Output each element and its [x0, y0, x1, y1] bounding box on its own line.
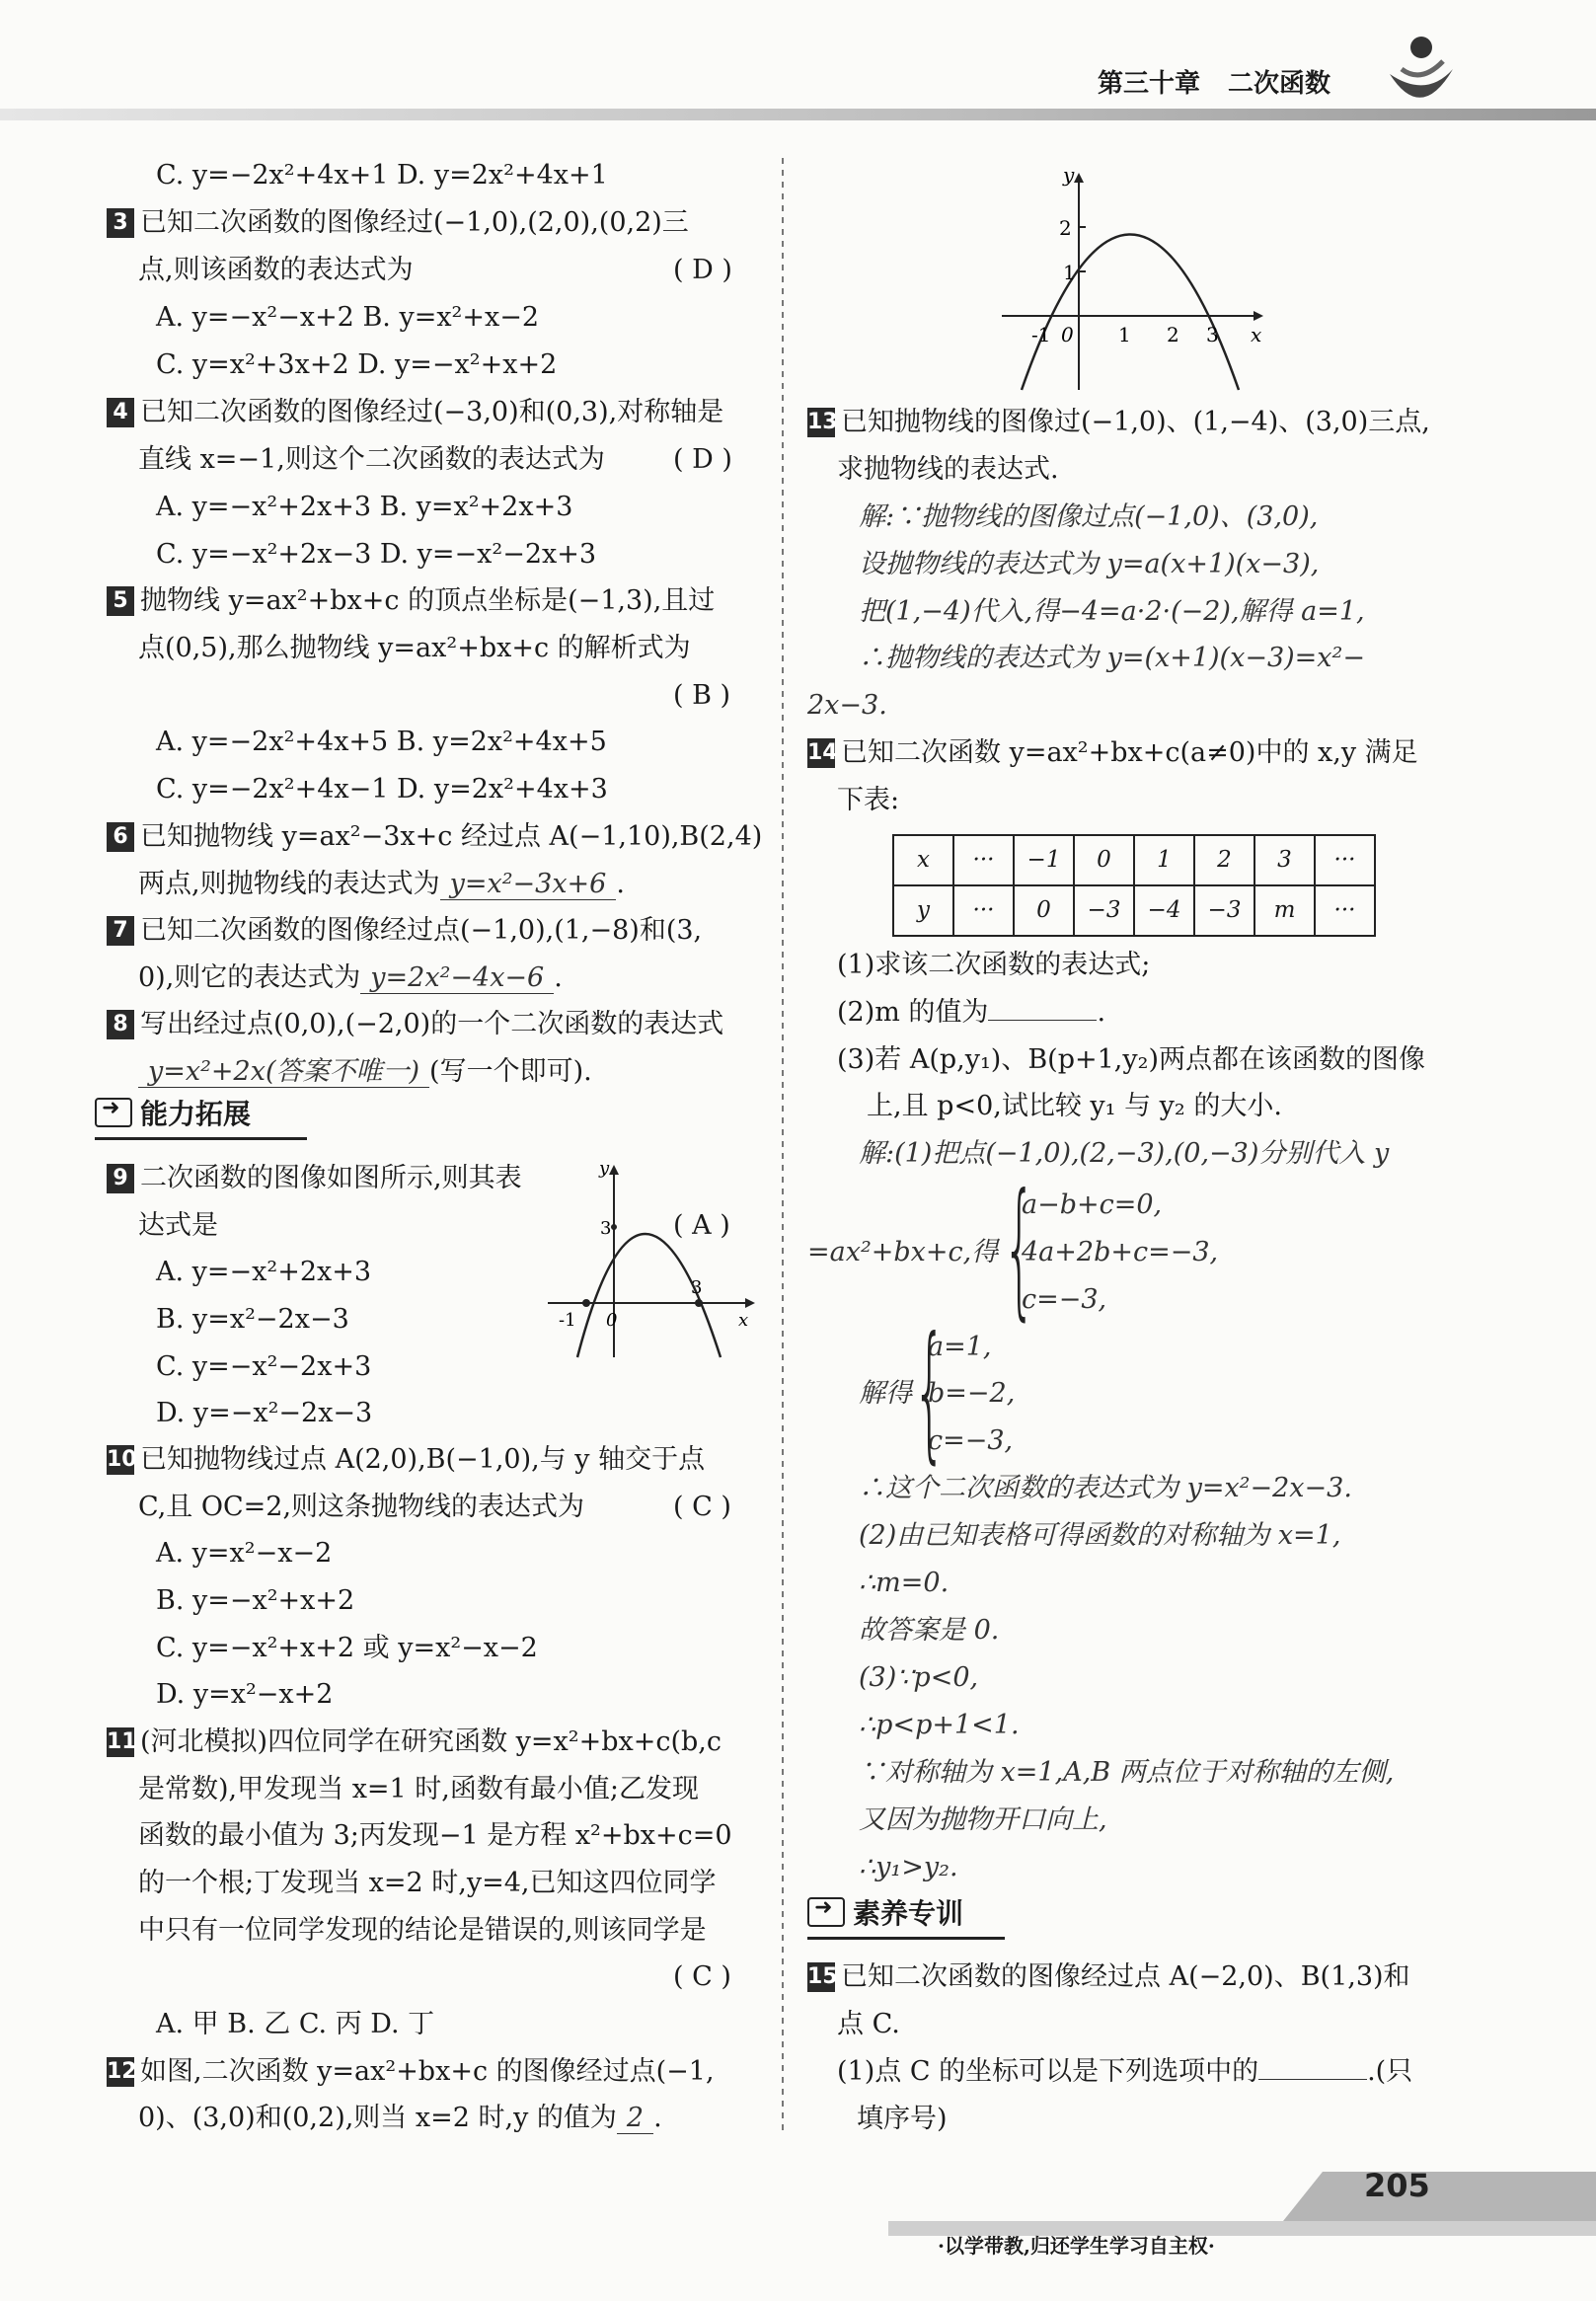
text-line: [859, 1852, 958, 1883]
solution-text: b=−2,: [928, 1378, 1016, 1409]
text-line: [807, 1961, 1410, 1993]
text-line: [156, 492, 572, 523]
solution-text: 又因为抛物开口向上,: [859, 1804, 1107, 1835]
question-text: C. y=−x²−2x+3: [156, 1351, 372, 1382]
table-cell: m: [1254, 885, 1315, 936]
text-line: [859, 596, 1365, 628]
arrow-icon: [95, 1098, 132, 1127]
text-line: [859, 1662, 978, 1694]
question-text: 点,则该函数的表达式为: [138, 255, 414, 285]
solution-text: (2)由已知表格可得函数的对称轴为 x=1,: [859, 1520, 1341, 1551]
graph-q12: [992, 168, 1278, 395]
solution-text: 把(1,−4)代入,得−4=a·2·(−2),解得 a=1,: [859, 596, 1365, 627]
question-number: 9: [107, 1164, 134, 1193]
solution-text: =ax²+bx+c,得: [807, 1237, 999, 1267]
solution-text: c=−3,: [928, 1425, 1014, 1456]
text-line: [859, 1138, 1389, 1170]
graph-q9: [543, 1160, 760, 1362]
text-line: [1022, 1189, 1162, 1221]
question-text: C. y=−x²+2x−3 D. y=−x²−2x+3: [156, 539, 597, 570]
question-text: .(只: [1367, 2056, 1413, 2087]
text-line: [156, 2009, 434, 2040]
text-line: [156, 1351, 371, 1383]
solution-text: ∴y₁>y₂.: [859, 1852, 958, 1882]
table-cell: 2: [1194, 835, 1254, 885]
question-text: 点 C.: [837, 2009, 900, 2039]
solution-text: ∴这个二次函数的表达式为 y=x²−2x−3.: [859, 1473, 1352, 1503]
page-number: 205: [1364, 2167, 1430, 2204]
question-text: A. y=−x²−x+2 B. y=x²+x−2: [156, 302, 540, 333]
text-line: [138, 255, 414, 286]
solution-text: 4a+2b+c=−3,: [1022, 1237, 1219, 1267]
text-line: [807, 407, 1430, 438]
question-text: (3)若 A(p,y₁)、B(p+1,y₂)两点都在该函数的图像: [837, 1044, 1425, 1075]
filled-answer: y=x²+2x(答案不唯一): [138, 1056, 429, 1088]
graph-q12-xtick: 1: [1118, 323, 1131, 346]
question-text: 已知抛物线的图像过(−1,0)、(1,−4)、(3,0)三点,: [841, 407, 1430, 437]
text-line: [156, 1257, 371, 1288]
section-literacy-underline: [807, 1937, 1005, 1940]
question-number: 10: [107, 1445, 134, 1475]
text-line: [857, 2104, 948, 2135]
question-text: 达式是: [138, 1210, 218, 1241]
text-line: [138, 633, 691, 664]
equation-brace: {: [913, 1306, 947, 1478]
question-number: 7: [107, 916, 134, 946]
table-cell: 0: [1074, 835, 1134, 885]
table-cell: ···: [1315, 835, 1375, 885]
question-text: 填序号): [857, 2104, 948, 2134]
text-line: [138, 1820, 732, 1852]
text-line: [107, 1444, 705, 1476]
question-number: 11: [107, 1727, 134, 1757]
text-line: [138, 2103, 662, 2134]
choice-answer: ( D ): [673, 255, 732, 285]
text-line: [859, 1757, 1394, 1789]
solution-text: ∴p<p+1<1.: [859, 1710, 1020, 1740]
text-line: [807, 1237, 998, 1268]
solution-text: a−b+c=0,: [1022, 1189, 1163, 1220]
section-ability-underline: [95, 1137, 307, 1140]
text-line: [837, 2009, 900, 2040]
text-line: [156, 1679, 333, 1711]
question-number: 4: [107, 398, 134, 427]
graph-q9-xtick: 3: [691, 1277, 703, 1298]
text-line: [107, 915, 702, 947]
page-header: [0, 0, 1596, 123]
text-line: [156, 539, 596, 571]
question-text: 已知二次函数 y=ax²+bx+c(a≠0)中的 x,y 满足: [841, 737, 1418, 768]
question-text: (1)点 C 的坐标可以是下列选项中的: [837, 2056, 1259, 2087]
footer-band: [888, 2167, 1596, 2236]
question-text: C. y=−2x²+4x+1 D. y=2x²+4x+1: [156, 160, 608, 191]
text-line: [859, 643, 1365, 674]
question-text: A. 甲 B. 乙 C. 丙 D. 丁: [156, 2009, 435, 2039]
text-line: [156, 1538, 332, 1570]
question-text: C. y=−2x²+4x−1 D. y=2x²+4x+3: [156, 774, 608, 805]
graph-q9-xtick: -1: [559, 1310, 576, 1331]
table-cell: y: [893, 885, 953, 936]
question-text: (2)m 的值为: [837, 997, 989, 1028]
question-text: 下表:: [837, 785, 900, 815]
text-line: [156, 774, 608, 805]
text-line: [859, 1710, 1020, 1741]
text-line: [156, 1398, 372, 1429]
text-line: [107, 1163, 522, 1194]
text-line: [138, 1868, 717, 1899]
choice-answer: ( B ): [673, 680, 731, 711]
question-text: 已知抛物线过点 A(2,0),B(−1,0),与 y 轴交于点: [140, 1444, 706, 1475]
question-text: 的一个根;丁发现当 x=2 时,y=4,已知这四位同学: [138, 1868, 717, 1898]
solution-text: 解:(1)把点(−1,0),(2,−3),(0,−3)分别代入 y: [859, 1138, 1390, 1169]
graph-q12-xtick: 3: [1206, 323, 1219, 346]
text-line: [837, 997, 1105, 1029]
section-literacy-title: ➜素养专训: [807, 1897, 963, 1931]
question-text: 上,且 p<0,试比较 y₁ 与 y₂ 的大小.: [867, 1091, 1282, 1121]
text-line: [156, 1304, 349, 1336]
question-text: 直线 x=−1,则这个二次函数的表达式为: [138, 444, 605, 475]
section-ability-title: ➜能力拓展: [95, 1098, 251, 1131]
chapter-number: 第三十章: [1098, 69, 1201, 99]
filled-answer: y=2x²−4x−6: [360, 962, 554, 994]
answer-blank[interactable]: [1258, 2079, 1367, 2080]
question-text: (河北模拟)四位同学在研究函数 y=x²+bx+c(b,c: [140, 1726, 722, 1757]
text-line: [107, 1726, 722, 1758]
question-text: A. y=−x²+2x+3: [156, 1257, 372, 1287]
text-line: [138, 444, 605, 476]
text-line: [156, 1585, 354, 1617]
table-cell: ···: [953, 885, 1014, 936]
question-number: 12: [107, 2057, 134, 2087]
text-line: [867, 1091, 1282, 1122]
chapter-name: 二次函数: [1228, 69, 1331, 99]
text-line: [156, 302, 539, 334]
equation-brace: {: [1003, 1163, 1036, 1335]
text-line: [107, 585, 715, 617]
question-text: D. y=x²−x+2: [156, 1679, 334, 1710]
question-number: 14: [807, 738, 835, 768]
question-text: A. y=x²−x−2: [156, 1538, 333, 1569]
question-text: (写一个即可).: [429, 1056, 592, 1087]
choice-answer: ( C ): [673, 1961, 731, 1992]
chapter-title: [1098, 69, 1358, 100]
text-line: [837, 454, 1059, 486]
question-text: C. y=−x²+x+2 或 y=x²−x−2: [156, 1633, 538, 1663]
text-line: [859, 1378, 912, 1410]
text-line: [859, 1520, 1340, 1552]
table-cell: ···: [1315, 885, 1375, 936]
filled-answer: 2: [617, 2103, 653, 2134]
graph-q12-xtick: 0: [1061, 323, 1074, 346]
text-line: [837, 785, 899, 816]
text-line: [837, 950, 1150, 981]
filled-answer: y=x²−3x+6: [440, 869, 617, 900]
graph-q9-ytick: 3: [600, 1218, 612, 1239]
question-text: 已知抛物线 y=ax²−3x+c 经过点 A(−1,10),B(2,4): [140, 821, 763, 852]
arrow-icon: [807, 1897, 845, 1927]
graph-q12-ytick: 1: [1063, 261, 1076, 284]
question-number: 6: [107, 822, 134, 852]
text-line: [807, 737, 1418, 769]
question-text: C,且 OC=2,则这条抛物线的表达式为: [138, 1492, 585, 1522]
solution-text: ∵对称轴为 x=1,A,B 两点位于对称轴的左侧,: [859, 1757, 1395, 1788]
graph-q12-ylabel: y: [1063, 168, 1075, 187]
text-line: [107, 207, 689, 239]
question-number: 8: [107, 1010, 134, 1039]
solution-text: (3)∵p<0,: [859, 1662, 979, 1693]
graph-q9-xlabel: x: [738, 1310, 749, 1331]
table-cell: ···: [953, 835, 1014, 885]
table-cell: x: [893, 835, 953, 885]
text-line: [138, 1915, 707, 1947]
text-line: [107, 1009, 723, 1040]
question-text: 已知二次函数的图像经过(−3,0)和(0,3),对称轴是: [140, 397, 724, 427]
question-text: 是常数),甲发现当 x=1 时,函数有最小值;乙发现: [138, 1774, 699, 1804]
solution-text: 解:∵抛物线的图像过点(−1,0)、(3,0),: [859, 501, 1319, 532]
table-cell: 1: [1134, 835, 1194, 885]
question-text: 0)、(3,0)和(0,2),则当 x=2 时,y 的值为: [138, 2103, 617, 2133]
text-line: [807, 690, 887, 722]
question-text: 已知二次函数的图像经过(−1,0),(2,0),(0,2)三: [140, 207, 689, 238]
table-cell: −3: [1074, 885, 1134, 936]
choice-answer: ( A ): [673, 1210, 730, 1241]
question-number: 3: [107, 208, 134, 238]
solution-text: ∴m=0.: [859, 1568, 950, 1598]
text-line: [1022, 1237, 1218, 1268]
question-text: 中只有一位同学发现的结论是错误的,则该同学是: [138, 1915, 707, 1946]
question-text: 二次函数的图像如图所示,则其表: [140, 1163, 522, 1193]
question-text: .: [554, 962, 563, 993]
table-row: [893, 835, 1375, 885]
text-line: [156, 1633, 538, 1664]
solution-text: c=−3,: [1022, 1284, 1107, 1315]
question-number: 15: [807, 1962, 835, 1992]
question-text: 抛物线 y=ax²+bx+c 的顶点坐标是(−1,3),且过: [140, 585, 716, 616]
question-text: (1)求该二次函数的表达式;: [837, 950, 1151, 980]
text-line: [837, 1044, 1425, 1076]
question-text: 函数的最小值为 3;丙发现−1 是方程 x²+bx+c=0: [138, 1820, 732, 1851]
text-line: [859, 501, 1318, 533]
question-text: B. y=x²−2x−3: [156, 1304, 349, 1335]
question-text: 0),则它的表达式为: [138, 962, 361, 993]
text-line: [156, 727, 607, 758]
question-text: A. y=−x²+2x+3 B. y=x²+2x+3: [156, 492, 573, 522]
text-line: [837, 2056, 1412, 2088]
question-text: 已知二次函数的图像经过点 A(−2,0)、B(1,3)和: [841, 1961, 1410, 1992]
question-text: .: [616, 869, 625, 899]
question-text: D. y=−x²−2x−3: [156, 1398, 373, 1428]
table-row: [893, 885, 1375, 936]
text-line: [138, 962, 563, 994]
choice-answer: ( C ): [673, 1492, 731, 1522]
graph-q12-xtick: 2: [1167, 323, 1179, 346]
question-text: 两点,则抛物线的表达式为: [138, 869, 440, 899]
solution-text: 设抛物线的表达式为 y=a(x+1)(x−3),: [859, 549, 1320, 579]
question-text: C. y=x²+3x+2 D. y=−x²+x+2: [156, 349, 558, 380]
table-cell: −3: [1194, 885, 1254, 936]
text-line: [107, 2056, 715, 2088]
text-line: [107, 397, 723, 428]
question-text: 写出经过点(0,0),(−2,0)的一个二次函数的表达式: [140, 1009, 724, 1039]
question-text: 已知二次函数的图像经过点(−1,0),(1,−8)和(3,: [140, 915, 703, 946]
text-line: [138, 1774, 699, 1805]
question-text: .: [653, 2103, 662, 2133]
solution-text: 解得: [859, 1378, 912, 1409]
table-cell: −1: [1014, 835, 1074, 885]
question-text: 点(0,5),那么抛物线 y=ax²+bx+c 的解析式为: [138, 633, 691, 663]
question-text: .: [1097, 997, 1106, 1028]
text-line: [138, 1056, 592, 1088]
graph-q12-xlabel: x: [1251, 323, 1262, 346]
answer-blank[interactable]: [988, 1020, 1097, 1021]
column-divider: [782, 158, 784, 2132]
text-line: [138, 869, 625, 900]
question-number: 13: [807, 408, 835, 437]
text-line: [107, 821, 762, 853]
solution-text: a=1,: [928, 1332, 992, 1362]
question-text: 如图,二次函数 y=ax²+bx+c 的图像经过点(−1,: [140, 2056, 715, 2087]
question-text: A. y=−2x²+4x+5 B. y=2x²+4x+5: [156, 727, 607, 757]
solution-text: 故答案是 0.: [859, 1615, 1000, 1646]
table-cell: −4: [1134, 885, 1194, 936]
text-line: [156, 160, 608, 192]
question-number: 5: [107, 586, 134, 616]
choice-answer: ( D ): [673, 444, 732, 475]
solution-text: ∴抛物线的表达式为 y=(x+1)(x−3)=x²−: [859, 643, 1365, 673]
text-line: [859, 1615, 999, 1647]
text-line: [859, 549, 1319, 580]
reader-logo-icon: [1382, 30, 1461, 118]
text-line: [138, 1492, 584, 1523]
graph-q9-ylabel: y: [599, 1160, 610, 1179]
solution-text: 2x−3.: [807, 690, 887, 721]
text-line: [156, 349, 557, 381]
footer-motto: ·以学带教,归还学生学习自主权·: [938, 2234, 1215, 2258]
graph-q12-ytick: 2: [1059, 216, 1072, 240]
question-text: B. y=−x²+x+2: [156, 1585, 355, 1616]
question-text: 求抛物线的表达式.: [837, 454, 1059, 485]
table-cell: 3: [1254, 835, 1315, 885]
text-line: [859, 1568, 949, 1599]
header-band: [0, 109, 1596, 120]
graph-q12-xtick: -1: [1031, 323, 1051, 346]
xy-table: [892, 834, 1376, 937]
text-line: [859, 1804, 1107, 1836]
table-cell: 0: [1014, 885, 1074, 936]
text-line: [138, 1210, 218, 1242]
graph-q9-xtick: 0: [606, 1310, 618, 1331]
